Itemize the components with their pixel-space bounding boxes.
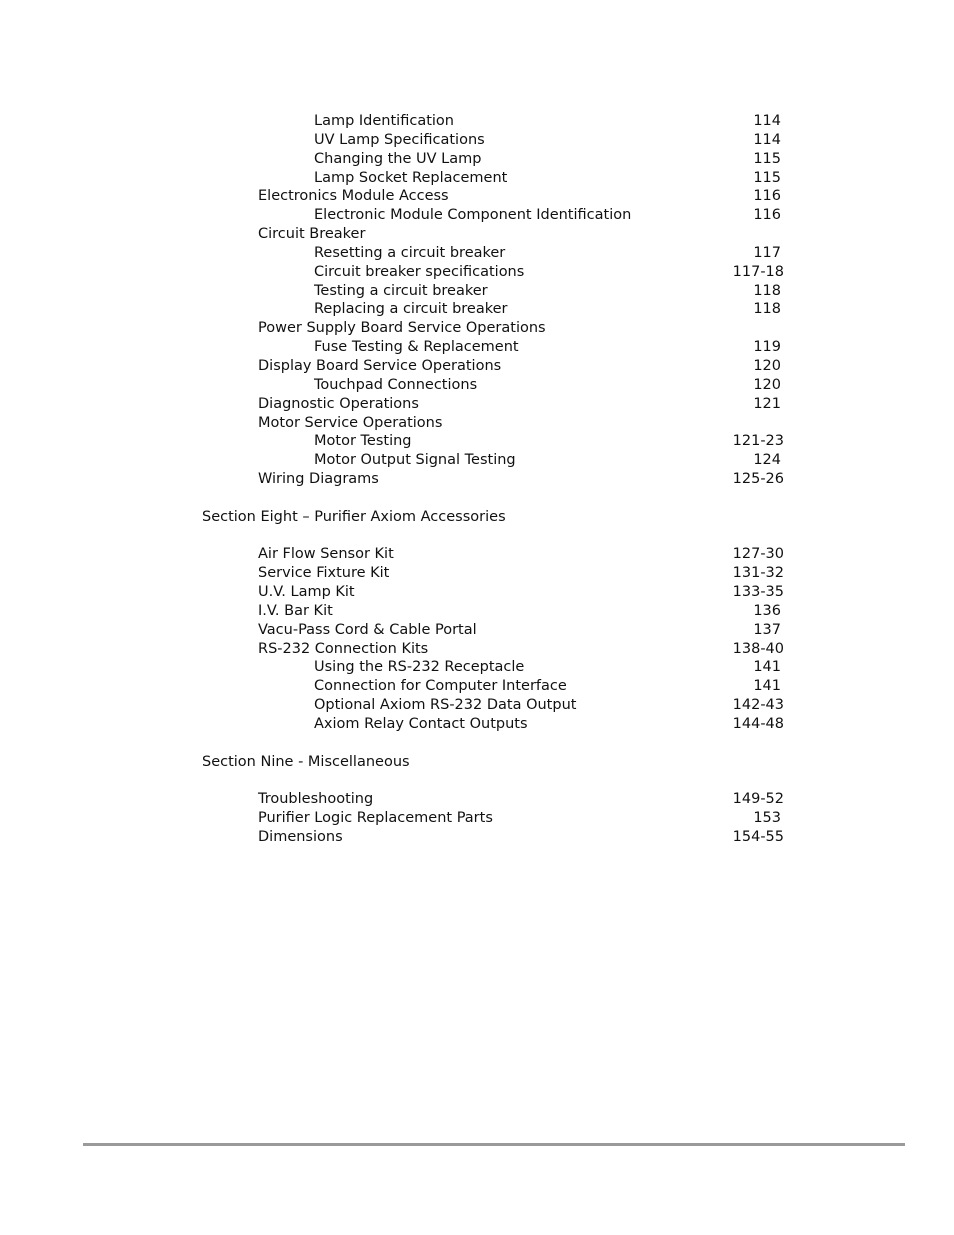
toc-entry-title: RS-232 Connection Kits	[258, 640, 429, 657]
toc-entry	[0, 150, 954, 169]
footer-divider	[83, 1143, 905, 1146]
toc-entry	[0, 470, 954, 489]
toc-entry-page: 120	[753, 357, 781, 374]
toc-entry	[0, 244, 954, 263]
toc-entry-title: Touchpad Connections	[314, 376, 478, 393]
toc-entry	[0, 790, 954, 809]
toc-entry-title: Connection for Computer Interface	[314, 678, 567, 695]
toc-entry	[0, 621, 954, 640]
toc-entry-title: Dimensions	[258, 829, 343, 846]
toc-entry	[0, 545, 954, 564]
toc-entry-page: 120	[753, 376, 781, 393]
toc-entry-title: Lamp Identification	[314, 113, 454, 129]
toc-entry-title: Power Supply Board Service Operations	[258, 320, 546, 337]
toc-entry	[0, 187, 954, 206]
toc-entry	[0, 828, 954, 847]
toc-entry-title: Fuse Testing & Replacement	[314, 339, 519, 356]
toc-entry	[0, 414, 954, 433]
toc-entry-page: 124	[753, 452, 781, 469]
toc-entry-page: 121	[753, 395, 781, 412]
toc-entry	[0, 282, 954, 301]
toc-entry	[0, 169, 954, 188]
toc-entry-page: 142-43	[732, 697, 784, 714]
toc-entry	[0, 338, 954, 357]
toc-entry-title: Motor Service Operations	[258, 414, 443, 431]
toc-entry-title: Section Nine - Miscellaneous	[202, 753, 410, 770]
toc-entry-title: Vacu-Pass Cord & Cable Portal	[258, 621, 477, 638]
toc-entry-page: 144-48	[732, 716, 784, 732]
toc-entry	[0, 451, 954, 470]
toc-entry-page: 116	[753, 207, 781, 224]
toc-entry-title: Wiring Diagrams	[258, 471, 379, 488]
toc-entry-title: U.V. Lamp Kit	[258, 584, 355, 601]
toc-spacer	[0, 772, 954, 791]
toc-entry-title: Section Eight – Purifier Axiom Accessories	[202, 508, 506, 525]
toc-section-heading	[0, 753, 954, 772]
toc-entry	[0, 395, 954, 414]
toc-entry	[0, 602, 954, 621]
toc-entry	[0, 357, 954, 376]
toc-entry-page: 154-55	[732, 829, 784, 846]
toc-entry-page: 118	[753, 282, 781, 299]
toc-section-heading	[0, 508, 954, 527]
toc-entry-page: 137	[753, 621, 781, 638]
toc-entry	[0, 319, 954, 338]
toc-entry	[0, 696, 954, 715]
toc-entry-title: Circuit breaker specifications	[314, 263, 525, 280]
toc-entry-page: 121-23	[732, 433, 784, 450]
toc-entry-title: Motor Output Signal Testing	[314, 452, 516, 469]
toc-entry-title: Electronics Module Access	[258, 188, 449, 205]
toc-entry	[0, 658, 954, 677]
toc-entry-title: Display Board Service Operations	[258, 357, 502, 374]
toc-entry	[0, 206, 954, 225]
toc-entry-title: Testing a circuit breaker	[314, 282, 488, 299]
toc-entry	[0, 300, 954, 319]
toc-entry-page: 141	[753, 678, 781, 695]
toc-entry	[0, 112, 954, 131]
toc-entry-page: 114	[753, 131, 781, 148]
toc-entry-title: Troubleshooting	[258, 791, 374, 808]
toc-entry-title: Changing the UV Lamp	[314, 150, 482, 167]
toc-entry-title: I.V. Bar Kit	[258, 602, 333, 619]
toc-entry-title: Circuit Breaker	[258, 226, 366, 243]
toc-entry-title: Lamp Socket Replacement	[314, 169, 508, 186]
toc-spacer	[0, 734, 954, 753]
toc-entry-title: Diagnostic Operations	[258, 395, 419, 412]
toc-entry-title: Air Flow Sensor Kit	[258, 546, 394, 563]
toc-entry-page: 114	[753, 113, 781, 129]
toc-spacer	[0, 527, 954, 546]
toc-entry-title: Using the RS-232 Receptacle	[314, 659, 525, 676]
toc-entry-title: Axiom Relay Contact Outputs	[314, 716, 528, 732]
toc-entry-page: 131-32	[732, 565, 784, 582]
toc-entry	[0, 131, 954, 150]
toc-entry	[0, 583, 954, 602]
toc-entry-title: Replacing a circuit breaker	[314, 301, 508, 318]
toc-entry-page: 117	[753, 244, 781, 261]
toc-entry-page: 141	[753, 659, 781, 676]
toc-entry	[0, 263, 954, 282]
toc-entry-page: 149-52	[732, 791, 784, 808]
toc-entry	[0, 432, 954, 451]
toc-entry	[0, 715, 954, 734]
toc-entry	[0, 640, 954, 659]
toc-entry-page: 118	[753, 301, 781, 318]
toc-entry	[0, 564, 954, 583]
toc-entry-title: Optional Axiom RS-232 Data Output	[314, 697, 577, 714]
toc-entry	[0, 376, 954, 395]
toc-spacer	[0, 489, 954, 508]
toc-entry-page: 119	[753, 339, 781, 356]
toc-entry-page: 133-35	[732, 584, 784, 601]
toc-entry-title: Electronic Module Component Identification	[314, 207, 632, 224]
toc-entry	[0, 809, 954, 828]
toc-entry-page: 115	[753, 150, 781, 167]
toc-entry-title: Motor Testing	[314, 433, 412, 450]
toc-entry-page: 127-30	[732, 546, 784, 563]
toc-entry-page: 115	[753, 169, 781, 186]
toc-entry-page: 136	[753, 602, 781, 619]
toc-entry-title: UV Lamp Specifications	[314, 131, 485, 148]
toc-entry-title: Service Fixture Kit	[258, 565, 390, 582]
toc-entry-page: 138-40	[732, 640, 784, 657]
toc-entry-page: 125-26	[732, 471, 784, 488]
toc-entry	[0, 225, 954, 244]
table-of-contents	[0, 112, 954, 847]
toc-entry-page: 116	[753, 188, 781, 205]
toc-entry-title: Purifier Logic Replacement Parts	[258, 810, 493, 827]
toc-entry	[0, 677, 954, 696]
toc-entry-title: Resetting a circuit breaker	[314, 244, 506, 261]
toc-entry-page: 117-18	[732, 263, 784, 280]
toc-entry-page: 153	[753, 810, 781, 827]
